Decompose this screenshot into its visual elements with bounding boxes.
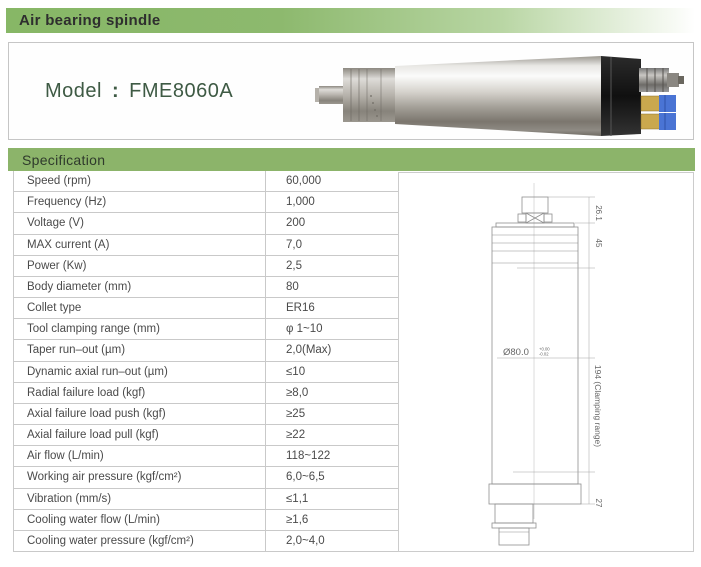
spec-row: [14, 277, 398, 298]
spec-row: [14, 425, 398, 446]
spec-row-value: φ 1~10: [286, 323, 323, 336]
spec-row-label: Radial failure load (kgf): [14, 383, 266, 403]
spec-row-value: ≥8,0: [286, 386, 309, 399]
spec-row: [14, 446, 398, 467]
spindle-rear-connector: [639, 68, 684, 92]
spindle-photo: [309, 46, 693, 138]
spec-row-value: 200: [286, 217, 306, 230]
spec-row-label: Voltage (V): [14, 213, 266, 233]
model-box: [8, 42, 694, 140]
spec-row: [14, 467, 398, 488]
spindle-rear-section: [601, 56, 641, 136]
spec-row: [14, 256, 398, 277]
spec-row-value: 7,0: [286, 238, 302, 251]
spec-row-value: ≤10: [286, 365, 306, 378]
specification-header-bar: [8, 148, 695, 171]
spec-row: [14, 213, 398, 234]
spec-row-value: 80: [286, 280, 299, 293]
dim-tolerance-upper: +0.00: [539, 346, 550, 352]
spec-row-value: 2,5: [286, 259, 302, 272]
spec-row-label: Air flow (L/min): [14, 446, 266, 466]
spec-row-label: Frequency (Hz): [14, 192, 266, 212]
page-title-bar: [6, 8, 695, 33]
spec-row-label: Body diameter (mm): [14, 277, 266, 297]
spec-row-value: 118~122: [286, 450, 331, 463]
spec-row: [14, 298, 398, 319]
dim-45: 45: [594, 238, 603, 248]
spec-row: [14, 362, 398, 383]
spec-row: [14, 235, 398, 256]
spindle-body: [395, 56, 601, 136]
spec-row: [14, 531, 398, 552]
spindle-technical-drawing: [399, 173, 693, 551]
model-label: Model: [45, 79, 102, 102]
spec-row: [14, 510, 398, 531]
spec-row-value: 2,0(Max): [286, 344, 332, 357]
spec-row-label: Dynamic axial run–out (µm): [14, 362, 266, 382]
spec-row-label: Cooling water flow (L/min): [14, 510, 266, 530]
spec-row-value: 2,0~4,0: [286, 535, 325, 547]
air-fitting-lower: [641, 113, 676, 130]
technical-drawing-panel: [398, 172, 694, 552]
spindle-shaft: [315, 86, 345, 104]
spec-row-label: Working air pressure (kgf/cm²): [14, 467, 266, 487]
dim-194-clamping-range: 194 (Clamping range): [593, 364, 603, 448]
spindle-front-cap: [343, 68, 397, 122]
spec-row: [14, 383, 398, 404]
spindle-outline: [489, 197, 581, 545]
model-value: FME8060A: [129, 79, 234, 102]
spec-row-label: Axial failure load pull (kgf): [14, 425, 266, 445]
spec-row: [14, 171, 398, 192]
spec-row: [14, 489, 398, 510]
specification-header: Specification: [22, 151, 106, 168]
air-fitting-upper: [641, 95, 676, 112]
spec-row-value: 6,0~6,5: [286, 471, 325, 484]
dim-diameter: Ø80.0: [503, 347, 529, 358]
model-line: [45, 43, 233, 139]
spec-table: [13, 171, 398, 552]
spec-row-label: Tool clamping range (mm): [14, 319, 266, 339]
spec-row-label: Speed (rpm): [14, 171, 266, 191]
spec-row-label: Taper run–out (µm): [14, 340, 266, 360]
spec-row: [14, 340, 398, 361]
spec-row-value: ≥25: [286, 407, 306, 420]
model-colon: :: [111, 79, 120, 102]
spec-row: [14, 192, 398, 213]
spec-row-value: 1,000: [286, 196, 315, 209]
spec-row-value: ≤1,1: [286, 492, 309, 505]
dim-27: 27: [594, 498, 603, 508]
dim-tolerance-lower: -0.02: [539, 351, 549, 357]
dim-26-1: 26.1: [594, 205, 603, 221]
spec-row-label: Cooling water pressure (kgf/cm²): [14, 531, 266, 551]
spec-row-label: Collet type: [14, 298, 266, 318]
spec-row-value: 60,000: [286, 175, 322, 188]
spec-row-value: ER16: [286, 302, 315, 315]
spec-row-value: ≥22: [286, 429, 306, 442]
spec-row-label: Power (Kw): [14, 256, 266, 276]
spec-row-value: ≥1,6: [286, 513, 309, 526]
page-title: Air bearing spindle: [19, 12, 161, 29]
spec-row-label: MAX current (A): [14, 235, 266, 255]
spec-row: [14, 319, 398, 340]
spec-row: [14, 404, 398, 425]
spec-row-label: Vibration (mm/s): [14, 489, 266, 509]
spec-row-label: Axial failure load push (kgf): [14, 404, 266, 424]
